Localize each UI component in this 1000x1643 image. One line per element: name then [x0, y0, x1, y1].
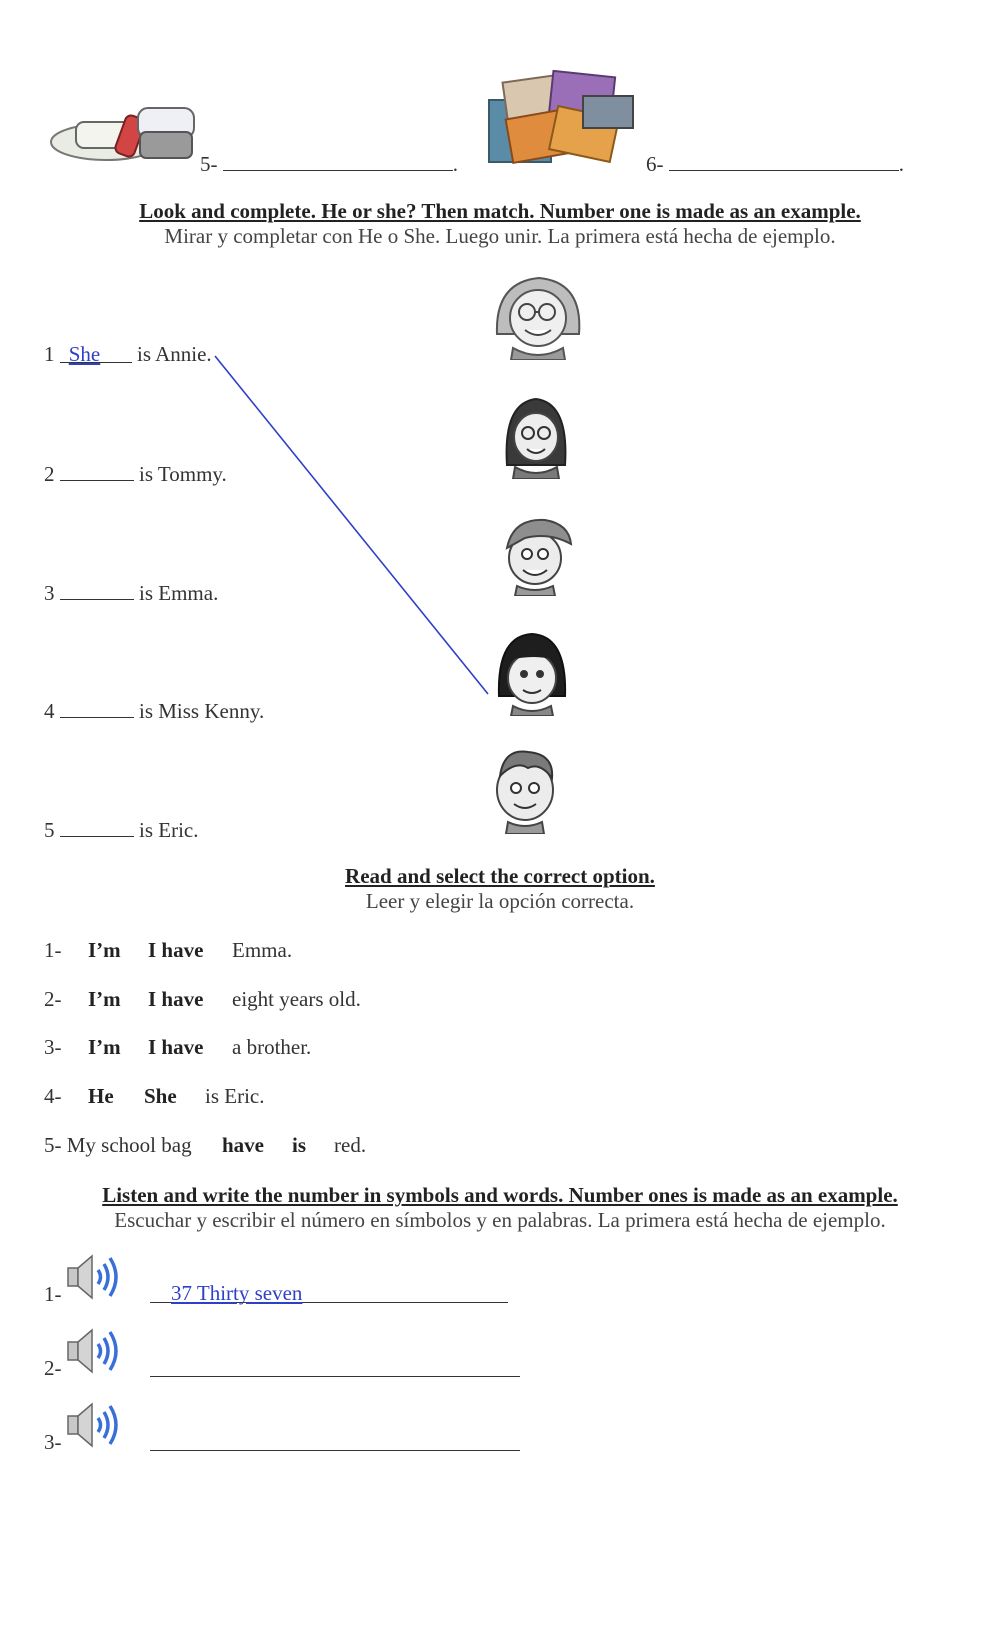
listen-answer-1: 37 Thirty seven: [171, 1281, 303, 1305]
face-girl-pigtails-image[interactable]: [495, 630, 569, 716]
match-item-3: 3 is Emma.: [44, 581, 219, 605]
match-item-1: 1 She is Annie.: [44, 342, 212, 366]
answer-blank-3[interactable]: [60, 579, 134, 600]
answer-blank-5[interactable]: [60, 816, 134, 837]
answer-blank-4[interactable]: [60, 697, 134, 718]
item-5-number: 5-: [200, 152, 218, 176]
select-item-4: 4- He She is Eric.: [44, 1084, 265, 1108]
speaker-icon[interactable]: [66, 1326, 124, 1376]
speaker-icon[interactable]: [66, 1400, 124, 1450]
section2-title: Read and select the correct option.: [345, 864, 655, 888]
section2-subtitle: Leer y elegir la opción correcta.: [365, 889, 635, 913]
option-i-have-1[interactable]: I have: [148, 938, 204, 962]
select-item-3: 3- I’m I have a brother.: [44, 1035, 312, 1059]
select-item-5: 5- My school bag have is red.: [44, 1133, 367, 1157]
section1-title: Look and complete. He or she? Then match. Number one is made as an example.: [139, 199, 861, 223]
section3-subtitle: Escuchar y escribir el número en símbolos y en palabras. La primera está hecha de ejemplo.: [114, 1208, 886, 1232]
answer-1: She: [68, 342, 101, 366]
answer-blank-1[interactable]: [60, 342, 132, 366]
option-he[interactable]: He: [88, 1084, 114, 1108]
option-have[interactable]: have: [222, 1133, 264, 1157]
match-item-4: 4 is Miss Kenny.: [44, 699, 265, 723]
option-i-have-3[interactable]: I have: [148, 1035, 204, 1059]
item-6-line: 6- .: [646, 152, 904, 176]
option-she[interactable]: She: [144, 1084, 177, 1108]
option-im-2[interactable]: I’m: [88, 987, 121, 1011]
listen-answer-3-line[interactable]: [150, 1430, 520, 1451]
option-is[interactable]: is: [292, 1133, 307, 1157]
face-girl-glasses-image[interactable]: [487, 272, 589, 360]
item-6-number: 6-: [646, 152, 664, 176]
listen-answer-1-line[interactable]: [150, 1282, 508, 1303]
option-im-3[interactable]: I’m: [88, 1035, 121, 1059]
face-boy-image[interactable]: [488, 746, 562, 834]
section1-subtitle: Mirar y completar con He o She. Luego unir. La primera está hecha de ejemplo.: [164, 224, 836, 248]
option-im-1[interactable]: I’m: [88, 938, 121, 962]
listen-answer-2-line[interactable]: [150, 1356, 520, 1377]
answer-blank-2[interactable]: [60, 460, 134, 481]
item-5-line: 5- .: [200, 152, 458, 176]
face-girl-braids-image[interactable]: [501, 395, 571, 479]
speaker-icon[interactable]: [66, 1252, 124, 1302]
listen-item-1-number: 1-: [44, 1282, 62, 1306]
section3-title: Listen and write the number in symbols and words. Number ones is made as an example.: [102, 1183, 898, 1207]
select-item-2: 2- I’m I have eight years old.: [44, 987, 361, 1011]
option-i-have-2[interactable]: I have: [148, 987, 204, 1011]
match-item-5: 5 is Eric.: [44, 818, 199, 842]
listen-item-2-number: 2-: [44, 1356, 62, 1380]
face-boy-cap-image[interactable]: [499, 514, 573, 596]
match-item-2: 2 is Tommy.: [44, 462, 227, 486]
select-item-1: 1- I’m I have Emma.: [44, 938, 293, 962]
listen-item-3-number: 3-: [44, 1430, 62, 1454]
